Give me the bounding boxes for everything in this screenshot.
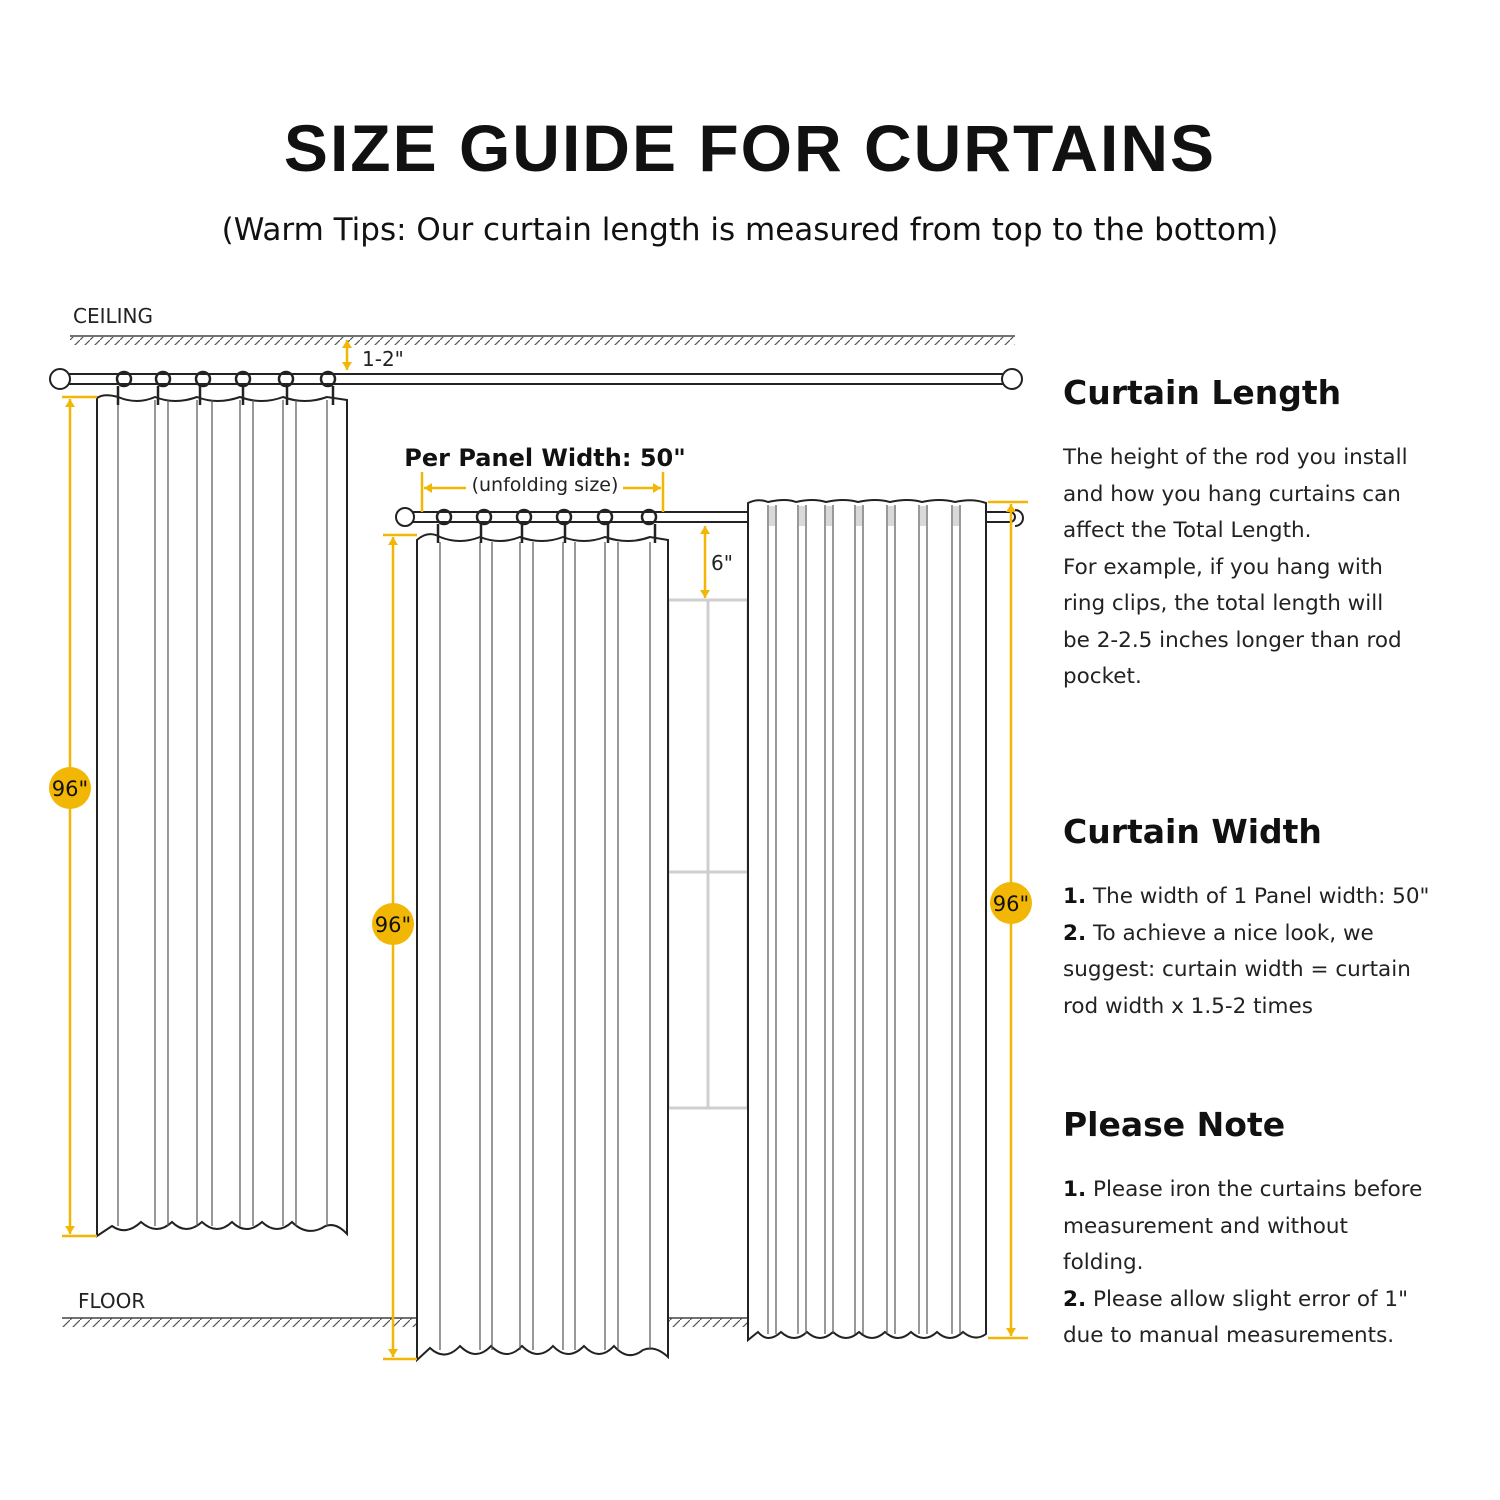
curtain-width-section: [1063, 812, 1483, 1025]
window-gap-label: 6": [711, 551, 733, 575]
window-frame: [668, 600, 748, 1108]
page-title: SIZE GUIDE FOR CURTAINS: [283, 111, 1217, 185]
middle-length-dimension: [372, 535, 417, 1359]
length-line: ring clips, the total length will: [1063, 591, 1384, 616]
list-number: 1.: [1063, 1177, 1087, 1202]
width-line: To achieve a nice look, we: [1092, 920, 1374, 946]
length-line: and how you hang curtains can: [1063, 481, 1401, 507]
ceiling: [70, 304, 1015, 345]
left-length-dimension: [49, 397, 97, 1236]
note-line: due to manual measurements.: [1063, 1323, 1395, 1348]
right-curtain-panel: [748, 500, 986, 1340]
please-note-text: [1063, 1172, 1483, 1355]
length-line: be 2-2.5 inches longer than rod: [1063, 627, 1402, 653]
width-line: rod width x 1.5-2 times: [1063, 993, 1313, 1019]
list-number: 2.: [1063, 1286, 1087, 1312]
curtain-width-heading: Curtain Width: [1063, 812, 1322, 851]
length-line: For example, if you hang with: [1063, 554, 1383, 580]
curtain-length-heading: Curtain Length: [1063, 373, 1342, 412]
note-line: Please allow slight error of 1": [1092, 1286, 1408, 1312]
right-length-badge: 96": [992, 892, 1030, 916]
width-line: suggest: curtain width = curtain: [1063, 957, 1411, 982]
note-line: Please iron the curtains before: [1092, 1177, 1423, 1202]
panel-width-label: Per Panel Width: 50": [404, 444, 686, 472]
curtain-length-section: [1063, 373, 1483, 696]
width-line: The width of 1 Panel width: 50": [1092, 884, 1430, 909]
please-note-heading: Please Note: [1063, 1105, 1286, 1144]
rod-gap-label: 1-2": [362, 347, 404, 371]
ceiling-label: CEILING: [73, 304, 153, 328]
left-length-badge: 96": [51, 777, 89, 801]
panel-width-dimension: [404, 444, 685, 512]
window-gap-dimension: [700, 526, 733, 598]
floor-label: FLOOR: [78, 1289, 146, 1313]
left-curtain-panel: [97, 372, 347, 1236]
note-line: measurement and without: [1063, 1213, 1348, 1239]
please-note-section: [1063, 1105, 1483, 1355]
length-line: The height of the rod you install: [1063, 445, 1408, 470]
length-line: pocket.: [1063, 664, 1142, 689]
middle-curtain-panel: [417, 510, 668, 1360]
list-number: 1.: [1063, 884, 1087, 909]
note-line: folding.: [1063, 1250, 1144, 1275]
curtain-length-text: [1063, 440, 1483, 696]
panel-width-note: (unfolding size): [471, 474, 619, 496]
curtain-width-text: [1063, 879, 1483, 1025]
middle-length-badge: 96": [374, 913, 412, 937]
page-subtitle: (Warm Tips: Our curtain length is measured from top to the bottom): [221, 212, 1279, 248]
right-length-dimension: [988, 502, 1032, 1338]
list-number: 2.: [1063, 920, 1087, 946]
length-line: affect the Total Length.: [1063, 518, 1312, 543]
